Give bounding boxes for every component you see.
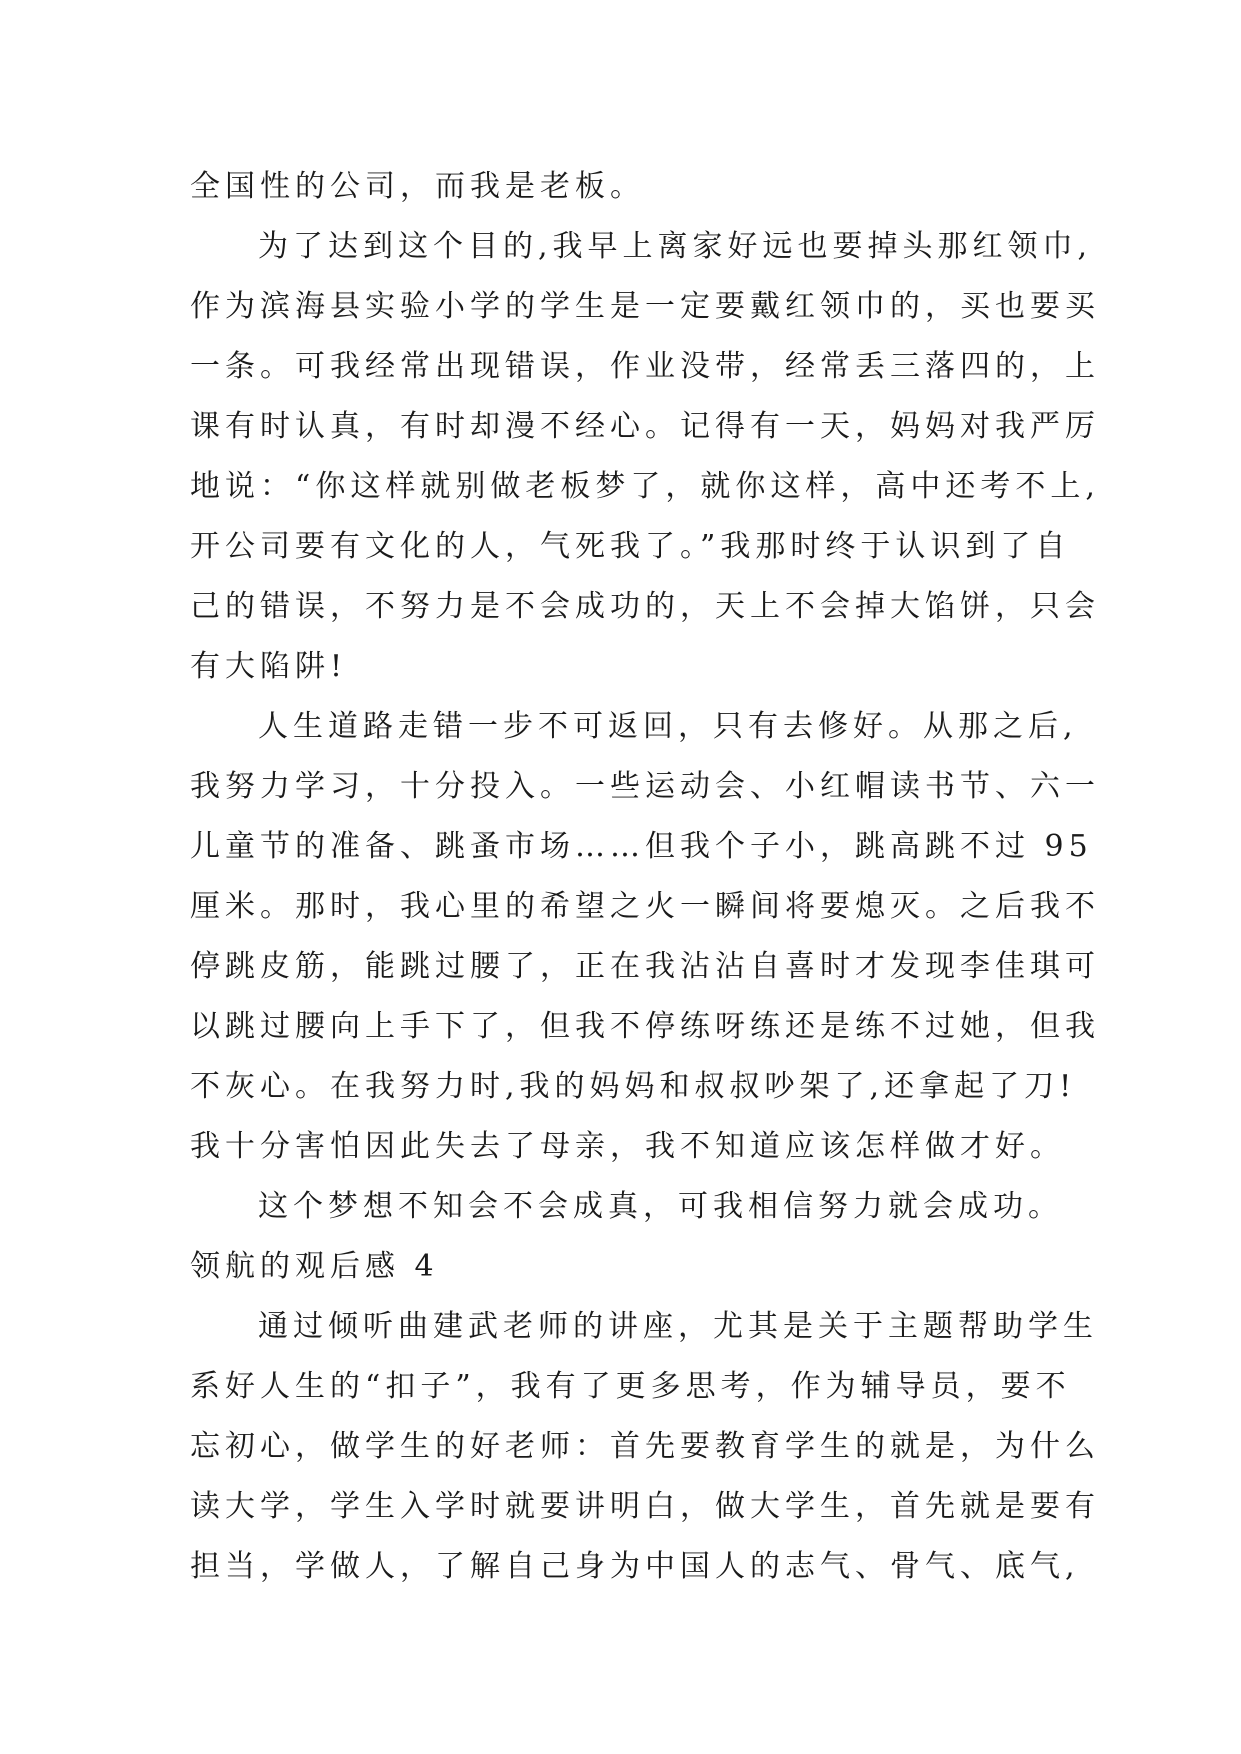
text-line: 有大陷阱! xyxy=(190,649,348,684)
text-line: 系好人生的“扣子”，我有了更多思考，作为辅导员，要不 xyxy=(190,1369,1071,1404)
text-line: 开公司要有文化的人，气死我了。”我那时终于认识到了自 xyxy=(190,529,1071,564)
text-line: 读大学，学生入学时就要讲明白，做大学生，首先就是要有 xyxy=(190,1489,1100,1524)
text-line: 停跳皮筋，能跳过腰了，正在我沾沾自喜时才发现李佳琪可 xyxy=(190,949,1100,984)
text-line: 课有时认真，有时却漫不经心。记得有一天，妈妈对我严厉 xyxy=(190,409,1100,444)
text-line: 作为滨海县实验小学的学生是一定要戴红领巾的，买也要买 xyxy=(190,289,1100,324)
section-heading: 领航的观后感 4 xyxy=(190,1249,439,1284)
text-line: 全国性的公司，而我是老板。 xyxy=(190,169,645,204)
paragraph-start-line: 人生道路走错一步不可返回，只有去修好。从那之后, xyxy=(258,709,1078,744)
paragraph-start-line: 通过倾听曲建武老师的讲座，尤其是关于主题帮助学生 xyxy=(258,1309,1098,1344)
text-line: 一条。可我经常出现错误，作业没带，经常丢三落四的，上 xyxy=(190,349,1100,384)
text-line: 以跳过腰向上手下了，但我不停练呀练还是练不过她，但我 xyxy=(190,1009,1100,1044)
text-line: 己的错误，不努力是不会成功的，天上不会掉大馅饼，只会 xyxy=(190,589,1100,624)
text-line: 不灰心。在我努力时,我的妈妈和叔叔吵架了,还拿起了刀! xyxy=(190,1069,1077,1104)
text-line: 厘米。那时，我心里的希望之火一瞬间将要熄灭。之后我不 xyxy=(190,889,1100,924)
paragraph-start-line: 为了达到这个目的,我早上离家好远也要掉头那红领巾, xyxy=(258,229,1093,264)
document-body xyxy=(190,157,1100,1597)
text-line: 地说：“你这样就别做老板梦了，就你这样，高中还考不上, xyxy=(190,469,1100,504)
text-line: 我努力学习，十分投入。一些运动会、小红帽读书节、六一 xyxy=(190,769,1100,804)
paragraph-start-line: 这个梦想不知会不会成真，可我相信努力就会成功。 xyxy=(258,1189,1063,1224)
text-line: 我十分害怕因此失去了母亲，我不知道应该怎样做才好。 xyxy=(190,1129,1065,1164)
text-line: 担当，学做人，了解自己身为中国人的志气、骨气、底气, xyxy=(190,1549,1080,1584)
text-line: 忘初心，做学生的好老师：首先要教育学生的就是，为什么 xyxy=(190,1429,1100,1464)
text-line: 儿童节的准备、跳蚤市场……但我个子小，跳高跳不过 95 xyxy=(190,829,1093,864)
